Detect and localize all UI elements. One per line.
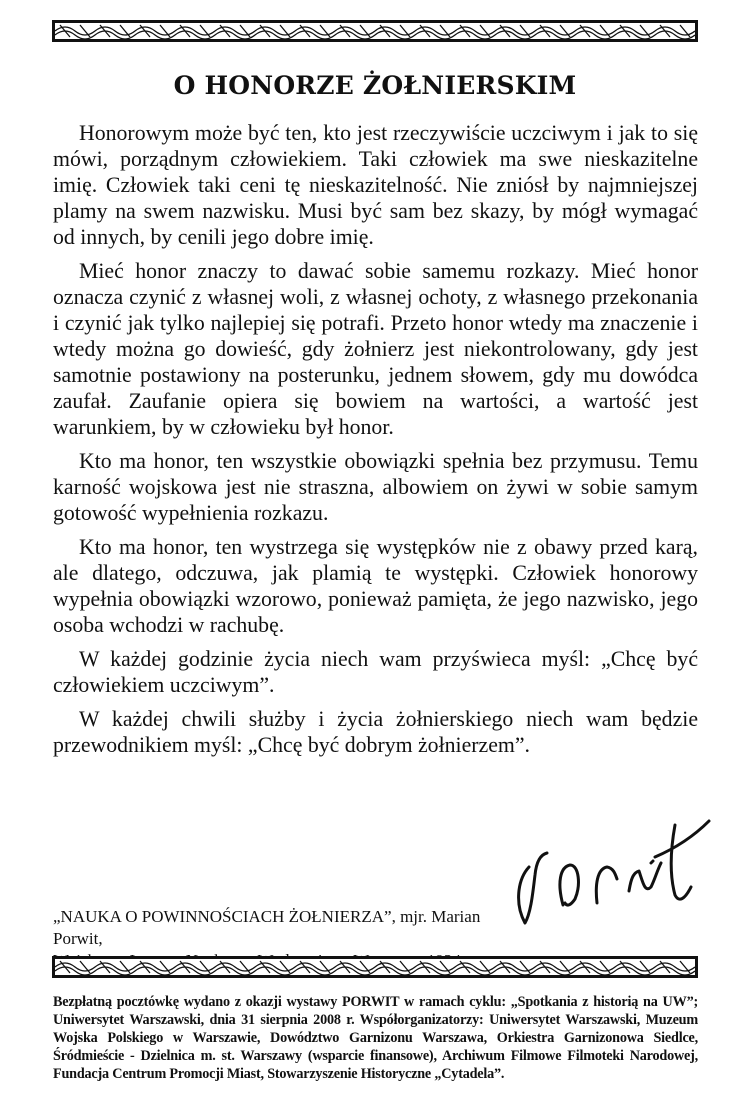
top-ornamental-border: [52, 20, 698, 42]
citation-line-1: [53, 906, 533, 950]
ornament-pattern-icon: [55, 23, 695, 39]
citation-author: , mjr. Marian Porwit,: [53, 907, 481, 948]
citation-title: „NAUKA O POWINNOŚCIACH ŻOŁNIERZA”: [53, 907, 392, 926]
paragraph: Mieć honor znaczy to dawać sobie samemu rozkazy. Mieć honor oznacza czynić z własnej woli, z własnej ochoty, z własnego przekonania i czynić jak tylko najlepiej się potrafi. Przeto honor wtedy ma znaczenie i wtedy można go dowieść, gdy żołnierz jest niekontrolowany, gdy jest samotnie postawiony na posterunku, jednem słowem, gdy mu dowódca zaufał. Zaufanie opiera się bowiem na wartości, a wartość jest warunkiem, by w człowieku był honor.: [53, 259, 698, 439]
paragraph: Kto ma honor, ten wszystkie obowiązki spełnia bez przymusu. Temu karność wojskowa jest nie straszna, albowiem on żywi w sobie samym gotowość wypełnienia rozkazu.: [53, 449, 698, 525]
paragraph: W każdej chwili służby i życia żołnierskiego niech wam będzie przewodnikiem myśl: „Chcę być dobrym żołnierzem”.: [53, 707, 698, 757]
body-text: [53, 120, 698, 766]
paragraph: Honorowym może być ten, kto jest rzeczywiście uczciwym i jak to się mówi, porządnym człowiekiem. Taki człowiek ma swe nieskazitelne imię. Człowiek taki ceni tę nieskazitelność. Nie zniósł by najmniejszej plamy na swem nazwisku. Musi być sam bez skazy, by mógł wymagać od innych, by cenili jego dobre imię.: [53, 121, 698, 249]
paragraph: W każdej godzinie życia niech wam przyświeca myśl: „Chcę być człowiekiem uczciwym”.: [53, 647, 698, 697]
page-title: O HONORZE ŻOŁNIERSKIM: [173, 71, 577, 100]
bottom-ornamental-border: [52, 956, 698, 978]
paragraph: Kto ma honor, ten wystrzega się występków nie z obawy przed karą, ale dlatego, odczuwa, jak plamią te występki. Człowiek honorowy wypełnia obowiązki wzorowo, ponieważ pamięta, że jego nazwisko, jego osoba wchodzi w rachubę.: [53, 535, 698, 637]
ornament-pattern-icon: [55, 959, 695, 975]
handwritten-signature: [505, 795, 715, 935]
footer-note: Bezpłatną pocztówkę wydano z okazji wystawy PORWIT w ramach cyklu: „Spotkania z historią na UW”; Uniwersytet Warszawski, dnia 31 sierpnia 2008 r. Współorganizatorzy: Uniwersytet Warszawski, Muzeum Wojska Polskiego w Warszawie, Dowództwo Garnizonu Warszawa, Orkiestra Garnizonowa Siedlce, Śródmieście - Dzielnica m. st. Warszawy (wsparcie finansowe), Archiwum Filmowe Filmoteki Narodowej, Fundacja Centrum Promocji Miast, Stowarzyszenie Historyczne „Cytadela”.: [53, 994, 698, 1082]
